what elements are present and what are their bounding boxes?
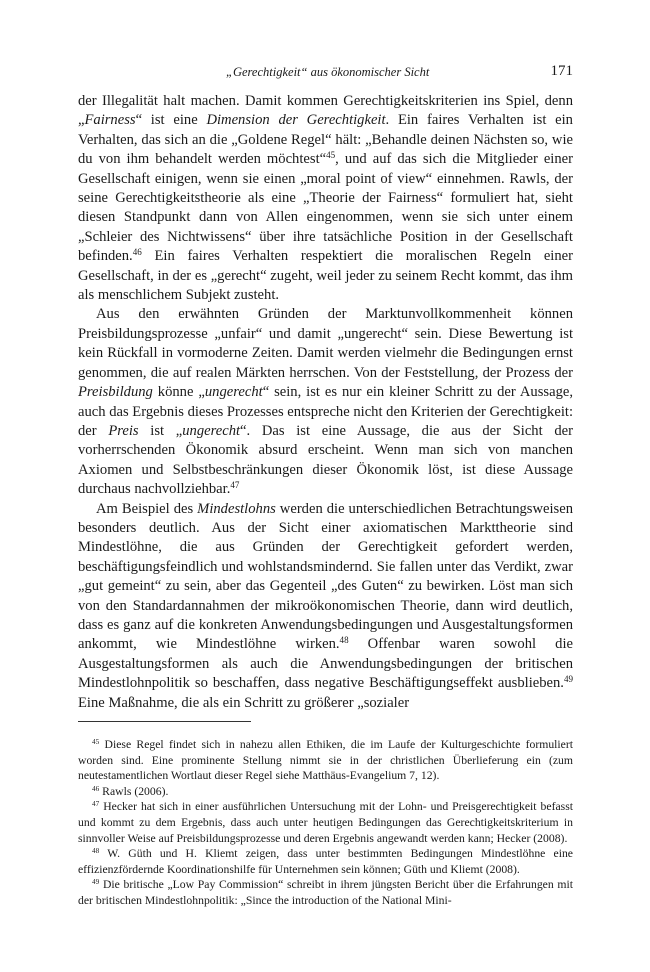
text-run: werden die unterschiedlichen Betrachtungsweisen besonders deutlich. Aus der Sicht einer axiomatischen Markttheorie sind Mindestlöhne, die aus Gründen der Gerechtigkeit gefordert werden, beschäftigungsfeindlich und wohlstandsmindernd. Sie fallen unter das Verdikt, zwar „gut gemeint“ zu sein, aber das Gegenteil „des Guten“ zu bewirken. Löst man sich von den Standardannahmen der mikroökonomischen Theorie, dann wird deutlich, dass es ganz auf die konkreten Anwendungsbedingungen und Ausgestaltungsformen ankommt, wie Mindestlöhne wirken.: [78, 500, 574, 653]
page-number: 171: [550, 63, 573, 79]
text-run: Ein faires Verhalten respektiert die moralischen Regeln einer Gesellschaft, in der es „gerecht“ zugeht, weil jeder zu seinem Recht kommt, das ihm als menschlichem Subjekt zusteht.: [78, 248, 573, 304]
footnote-ref: 47: [230, 480, 240, 491]
emphasis-text: Preisbildung: [78, 384, 153, 401]
text-run: Hecker hat sich in einer ausführlichen Untersuchung mit der Lohn- und Preisgerechtigkeit befasst und kommt zu dem Ergebnis, dass auch unter heutigen Bedingungen das Gerechtigkeitskriterium in sinnvoller Weise auf Preisbildungsprozesse und deren Ergebnis angewandt werden kann; Hecker (2008).: [78, 800, 573, 845]
emphasis-text: ungerecht: [182, 422, 241, 439]
text-run: könne „: [152, 384, 205, 401]
text-run: Am Beispiel des: [96, 500, 198, 517]
text-run: “. Das ist eine Aussage, die aus der Sicht der vorherrschenden Ökonomik absurd erscheint. Wenn man sich von manchen Axiomen und Selbstbeschränkungen dieser Ökonomik löst, ist diese Aussage durchaus nachvollziehbar.: [78, 422, 573, 498]
footnote-separator: [78, 721, 251, 722]
footnote-ref: 46: [92, 784, 100, 793]
text-run: “ ist eine: [135, 112, 207, 129]
footnote: [78, 737, 573, 784]
emphasis-text: Dimension der Gerechtigkeit: [206, 112, 386, 129]
emphasis-text: Preis: [108, 422, 139, 439]
text-run: Aus den erwähnten Gründen der Marktunvollkommenheit können Preisbildungsprozesse „unfair“ und damit „ungerecht“ sein. Diese Bewertung ist kein Rückfall in vormoderne Zeiten. Damit werden vielmehr die Bedingungen ernst genommen, die auf realen Märkten herrschen. Von der Feststellung, der Prozess der: [78, 306, 573, 381]
main-text: [78, 92, 573, 713]
text-run: Eine Maßnahme, die als ein Schritt zu größerer „sozialer: [78, 694, 410, 711]
text-run: der Illegalität halt machen. Damit kommen Gerechtigkeitskriterien ins Spiel, denn „: [78, 93, 573, 129]
text-run: W. Güth und H. Kliemt zeigen, dass unter bestimmten Bedingungen Mindestlöhne eine effizienzfördernde Koordinationshilfe für Unternehmen sein können; Güth und Kliemt (2008).: [78, 847, 573, 876]
emphasis-text: ungerecht: [204, 384, 263, 401]
footnote-ref: 49: [92, 878, 100, 887]
text-run: Offenbar waren sowohl die Ausgestaltungsformen als auch die Anwendungsbedingungen der britischen Mindestlohnpolitik so beschaffen, dass negative Beschäftigungseffekt ausblieben.: [78, 636, 573, 692]
text-run: , und auf das sich die Mitglieder einer Gesellschaft einigen, wenn sie einen „moral point of view“ einnehmen. Rawls, der seine Gerechtigkeitstheorie als eine „Theorie der Fairness“ formuliert hat, sieht diesen Standpunkt dann von Allen eingenommen, wenn sie sich unter einem „Schleier des Nichtwissens“ über ihre tatsächliche Position in der Gesellschaft befinden.: [78, 151, 573, 265]
footnote: [78, 799, 573, 846]
emphasis-text: Fairness: [84, 112, 136, 129]
text-run: Die britische „Low Pay Commission“ schreibt in ihrem jüngsten Bericht über die Erfahrungen mit der britischen Mindestlohnpolitik: „Since the introduction of the National Mini-: [78, 878, 573, 907]
text-run: . Ein faires Verhalten ist ein Verhalten, das sich an die „Goldene Regel“ hält: „Behandle deinen Nächsten so, wie du von ihm behandelt werden möchtest“: [78, 112, 573, 168]
footnote-ref: 45: [92, 738, 100, 747]
footnote-ref: 49: [563, 674, 573, 685]
footnote: [78, 846, 573, 877]
footnote-ref: 48: [92, 847, 100, 856]
footnote-ref: 45: [326, 150, 336, 161]
footnote: [78, 784, 573, 800]
footnote: [78, 877, 573, 908]
text-run: ist „: [138, 422, 183, 439]
paragraph: [78, 500, 573, 713]
paragraph: [78, 305, 573, 499]
running-header: [78, 63, 573, 83]
footnote-ref: 47: [92, 800, 100, 809]
text-run: Diese Regel findet sich in nahezu allen Ethiken, die im Laufe der Kulturgeschichte formuliert worden sind. Eine prominente Stellung nimmt sie in der christlichen Überlieferung ein (zum neutestamentlichen Wortlaut dieser Regel siehe Matthäus-Evangelium 7, 12).: [78, 738, 573, 783]
running-title: „Gerechtigkeit“ aus ökonomischer Sicht: [226, 65, 430, 79]
footnote-ref: 48: [339, 635, 349, 646]
footnote-ref: 46: [132, 247, 142, 258]
text-run: Rawls (2006).: [99, 784, 169, 798]
emphasis-text: Mindestlohns: [197, 500, 276, 517]
footnotes: [78, 737, 573, 909]
paragraph: [78, 92, 573, 305]
text-run: “ sein, ist es nur ein kleiner Schritt zu der Aussage, auch das Ergebnis dieses Prozesses entspreche nicht den Kriterien der Gerechtigkeit: der: [78, 384, 573, 439]
